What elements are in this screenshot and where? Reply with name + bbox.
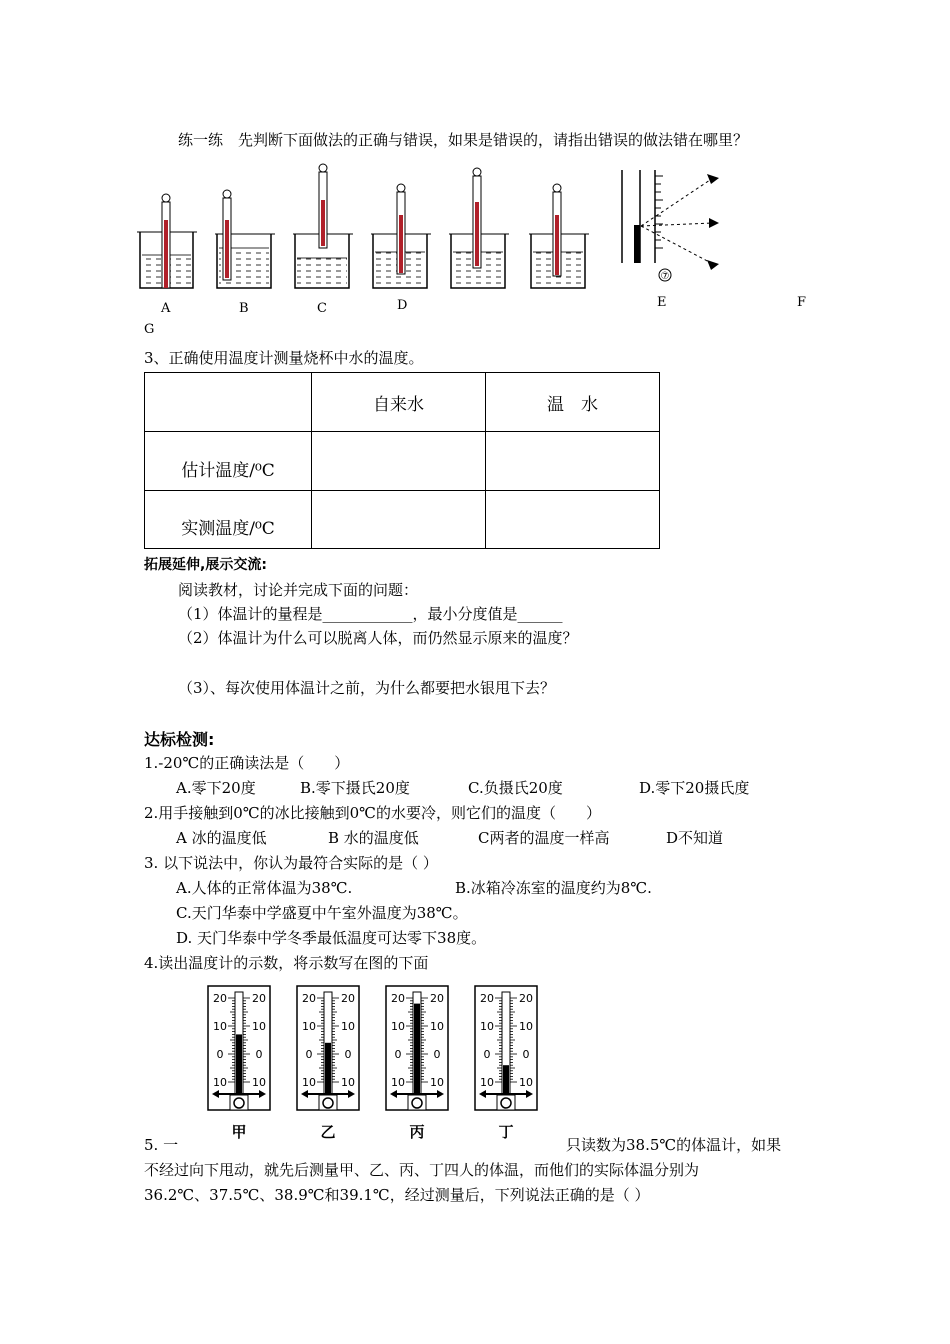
thermometer-figure [200,982,550,1144]
scale-label-left: 20 [391,992,405,1005]
scale-label-right: 10 [252,1076,266,1089]
figure-label-f: F [797,295,807,310]
table-row [145,491,660,549]
check-q5-line3: 36.2℃、37.5℃、38.9℃和39.1℃，经过测量后，下列说法正确的是（ ） [144,1186,650,1204]
arrow-head [437,1090,444,1098]
check-q2-option-b: B 水的温度低 [328,829,419,847]
check-q4-stem: 4.读出温度计的示数，将示数写在图的下面 [144,954,429,972]
check-q2-stem: 2.用手接触到0℃的冰比接触到0℃的水要冷，则它们的温度（ ） [144,804,601,822]
beaker-c [293,164,353,288]
mercury-column [325,1043,331,1094]
eye-reading-diagram [615,168,725,288]
arrow-head [479,1090,486,1098]
beaker-b [215,190,275,288]
figure-label-c: C [317,301,327,316]
table-header-cell [145,373,312,432]
thermometer-bulb [412,1098,422,1108]
scale-label-right: 0 [255,1048,263,1061]
check-q3-option-c: C.天门华泰中学盛夏中午室外温度为38℃。 [176,904,468,922]
check-title: 达标检测: [144,730,215,749]
extension-q3: （3）、每次使用体温计之前，为什么都要把水银甩下去？ [178,679,556,697]
table-header-cell: 自来水 [312,373,486,432]
figure-label-b: B [239,301,249,316]
scale-label-right: 10 [341,1076,355,1089]
scale-label-left: 10 [213,1020,227,1033]
arrow-head [259,1090,266,1098]
scale-label-left: 0 [483,1048,491,1061]
arrow-head [390,1090,397,1098]
thermometer-bulb [323,1098,333,1108]
extension-title: 拓展延伸,展示交流: [144,557,267,573]
arrow-head [526,1090,533,1098]
mercury-column [414,1004,420,1094]
scale-label-left: 10 [480,1020,494,1033]
beaker-figures [135,160,615,300]
scale-label-left: 10 [391,1076,405,1089]
scale-label-right: 10 [341,1020,355,1033]
scale-label-right: 0 [522,1048,530,1061]
table-row [145,432,660,491]
section3-title: 3、正确使用温度计测量烧杯中水的温度。 [144,349,424,367]
scale-label-right: 10 [252,1020,266,1033]
eye-icon [707,260,719,270]
check-q3-option-b: B.冰箱冷冻室的温度约为8℃. [455,879,652,897]
beaker-a [137,194,197,288]
scale-label-right: 20 [341,992,355,1005]
scale-label-left: 10 [391,1020,405,1033]
check-q1-option-b: B.零下摄氏20度 [300,779,410,797]
table-row-label: 估计温度/⁰C [145,432,312,491]
figure-label-e: E [657,295,667,310]
scale-label-left: 20 [480,992,494,1005]
arrow-head [348,1090,355,1098]
check-q1-option-a: A.零下20度 [176,779,256,797]
scale-label-right: 20 [519,992,533,1005]
thermometer-bulb [234,1098,244,1108]
thermometer-label: 乙 [320,1123,336,1141]
scale-label-right: 10 [430,1076,444,1089]
check-q5-line2: 不经过向下甩动，就先后测量甲、乙、丙、丁四人的体温，而他们的实际体温分别为 [144,1161,700,1179]
scale-label-right: 10 [519,1076,533,1089]
check-q1-option-c: C.负摄氏20度 [468,779,563,797]
eye-icon [707,174,719,184]
scale-label-left: 10 [480,1076,494,1089]
scale-label-left: 0 [305,1048,313,1061]
check-q3-option-d: D. 天门华泰中学冬季最低温度可达零下38度。 [176,929,487,947]
scale-label-left: 0 [394,1048,402,1061]
scale-label-left: 10 [213,1076,227,1089]
scale-label-right: 0 [433,1048,441,1061]
mercury-column [236,1034,242,1094]
thermometer-label: 丙 [409,1123,425,1141]
thermometer-bulb [501,1098,511,1108]
table-cell[interactable] [312,491,486,549]
scale-label-left: 20 [302,992,316,1005]
table-row-label: 实测温度/⁰C [145,491,312,549]
eye-icon [709,218,719,228]
scale-label-right: 10 [519,1020,533,1033]
check-q3-option-a: A.人体的正常体温为38℃. [176,879,353,897]
arrow-head [301,1090,308,1098]
check-q5-line1: 只读数为38.5℃的体温计，如果 [566,1136,782,1154]
extension-intro: 阅读教材，讨论并完成下面的问题： [178,581,419,599]
check-q2-option-d: D不知道 [666,829,724,847]
figure-label-g: G [144,322,155,337]
thermometer-label: 丁 [498,1123,514,1141]
scale-label-left: 10 [302,1076,316,1089]
thermometer [475,986,537,1141]
extension-q1: （1）体温计的量程是____________，最小分度值是______ [178,605,563,623]
table-header-cell: 温 水 [486,373,660,432]
check-q1-stem: 1.-20℃的正确读法是（ ） [144,754,350,772]
check-q3-stem: 3. 以下说法中，你认为最符合实际的是（ ） [144,854,438,872]
eye-diagram-number: ⑦ [660,271,670,282]
beaker-f [529,184,589,288]
scale-label-left: 0 [216,1048,224,1061]
beaker-e [449,168,509,288]
table-cell[interactable] [486,432,660,491]
scale-label-right: 0 [344,1048,352,1061]
beaker-d [371,184,431,288]
mercury-column [503,1065,509,1094]
scale-label-right: 20 [430,992,444,1005]
check-q2-option-a: A 冰的温度低 [176,829,267,847]
extension-q2: （2）体温计为什么可以脱离人体，而仍然显示原来的温度？ [178,629,578,647]
thermometer [297,986,359,1141]
thermometer-label: 甲 [231,1123,247,1141]
arrow-head [212,1090,219,1098]
thermometer [386,986,448,1141]
check-q2-option-c: C两者的温度一样高 [478,829,610,847]
figure-label-d: D [397,298,408,313]
thermometer [208,986,270,1141]
temperature-table [144,372,660,549]
check-q5-prefix: 5. 一 [144,1136,179,1154]
figure-label-a: A [161,301,171,316]
scale-label-right: 20 [252,992,266,1005]
check-q1-option-d: D.零下20摄氏度 [639,779,750,797]
practice-heading: 练一练 先判断下面做法的正确与错误，如果是错误的，请指出错误的做法错在哪里？ [178,131,749,149]
scale-label-left: 20 [213,992,227,1005]
scale-label-right: 10 [430,1020,444,1033]
scale-label-left: 10 [302,1020,316,1033]
table-cell[interactable] [486,491,660,549]
table-cell[interactable] [312,432,486,491]
